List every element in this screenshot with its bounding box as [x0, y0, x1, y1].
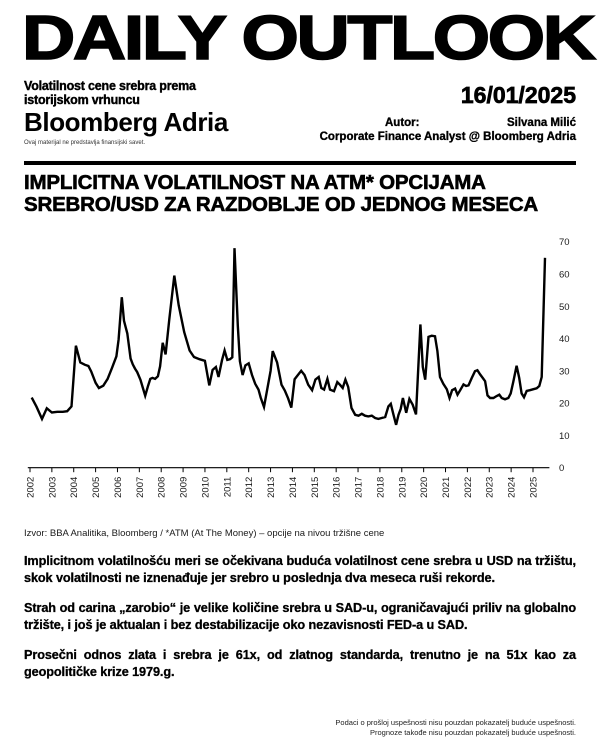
x-tick-label: 2010 [200, 476, 212, 498]
x-tick-label: 2018 [375, 476, 387, 498]
x-tick-label: 2025 [528, 476, 540, 498]
body-paragraph-3: Prosečni odnos zlata i srebra je 61x, od zlatnog standarda, trenutno je na 51x kao za geopolitičke krize 1979.g. [24, 648, 576, 679]
x-tick-label: 2015 [309, 476, 321, 498]
x-tick-label: 2023 [484, 476, 496, 498]
footer-disclaimer-line2: Prognoze takođe nisu pouzdan pokazatelj buduće uspešnosti. [370, 727, 576, 737]
brand-disclaimer: Ovaj materijal ne predstavlja finansijski savet. [24, 140, 146, 146]
body-text [24, 553, 576, 694]
x-tick-label: 2013 [266, 476, 278, 498]
chart-source-note: Izvor: BBA Analitika, Bloomberg / *ATM (At The Money) – opcije na nivou tržišne cene [24, 528, 385, 539]
footer-disclaimer [335, 718, 576, 738]
x-tick-label: 2021 [441, 476, 453, 498]
y-tick-label: 60 [559, 269, 570, 281]
author-name: Silvana Milić [506, 117, 576, 129]
x-tick-label: 2004 [69, 476, 81, 498]
x-tick-label: 2019 [397, 476, 409, 498]
body-paragraph-2: Strah od carina „zarobio“ je velike količine srebra u SAD-u, ograničavajući priliv na globalno tržište, i još je aktualan i bez destabilizacije oko nezavisnosti FED-a u SAD. [24, 601, 576, 632]
x-tick-label: 2020 [419, 476, 431, 498]
x-tick-label: 2007 [134, 476, 146, 498]
y-tick-label: 20 [559, 398, 570, 410]
y-tick-label: 30 [559, 366, 570, 378]
x-tick-label: 2017 [353, 476, 365, 498]
x-tick-label: 2005 [91, 476, 103, 498]
body-paragraph-1: Implicitnom volatilnošću meri se očekivana buduća volatilnost cene srebra u USD na tržištu, skok volatilnosti ne iznenađuje jer srebro u poslednja dva meseca ruši rekorde. [24, 554, 576, 585]
footer-disclaimer-line1: Podaci o prošloj uspešnosti nisu pouzdan pokazatelj buduće uspešnosti. [335, 718, 576, 727]
x-tick-label: 2009 [178, 476, 190, 498]
y-tick-label: 10 [559, 430, 570, 442]
page-subtitle-line1: Volatilnost cene srebra prema [24, 79, 196, 93]
x-tick-label: 2022 [462, 476, 474, 498]
x-tick-label: 2011 [222, 476, 234, 498]
issue-date: 16/01/2025 [460, 82, 576, 108]
x-tick-label: 2016 [331, 476, 343, 498]
y-tick-label: 0 [559, 463, 565, 475]
x-tick-label: 2002 [25, 476, 37, 498]
y-tick-label: 40 [559, 334, 570, 346]
chart-title-line1: IMPLICITNA VOLATILNOST NA ATM* OPCIJAMA [24, 171, 486, 194]
x-tick-label: 2012 [244, 476, 256, 498]
x-tick-label: 2003 [47, 476, 59, 498]
author-label: Autor: [385, 117, 420, 129]
y-tick-label: 50 [559, 301, 570, 313]
y-tick-label: 70 [559, 237, 570, 249]
x-tick-label: 2006 [112, 476, 124, 498]
page-subtitle-line2: istorijskom vrhuncu [24, 93, 140, 107]
chart-title-line2: SREBRO/USD ZA RAZDOBLJE OD JEDNOG MESECA [24, 192, 539, 216]
volatility-series-line [32, 248, 545, 425]
page-title: DAILY OUTLOOK [22, 4, 594, 73]
author-title: Corporate Finance Analyst @ Bloomberg Adria [319, 131, 576, 143]
x-tick-label: 2008 [156, 476, 168, 498]
x-tick-label: 2014 [287, 476, 299, 498]
x-tick-label: 2024 [506, 476, 518, 498]
brand-logo: Bloomberg Adria [24, 107, 228, 137]
